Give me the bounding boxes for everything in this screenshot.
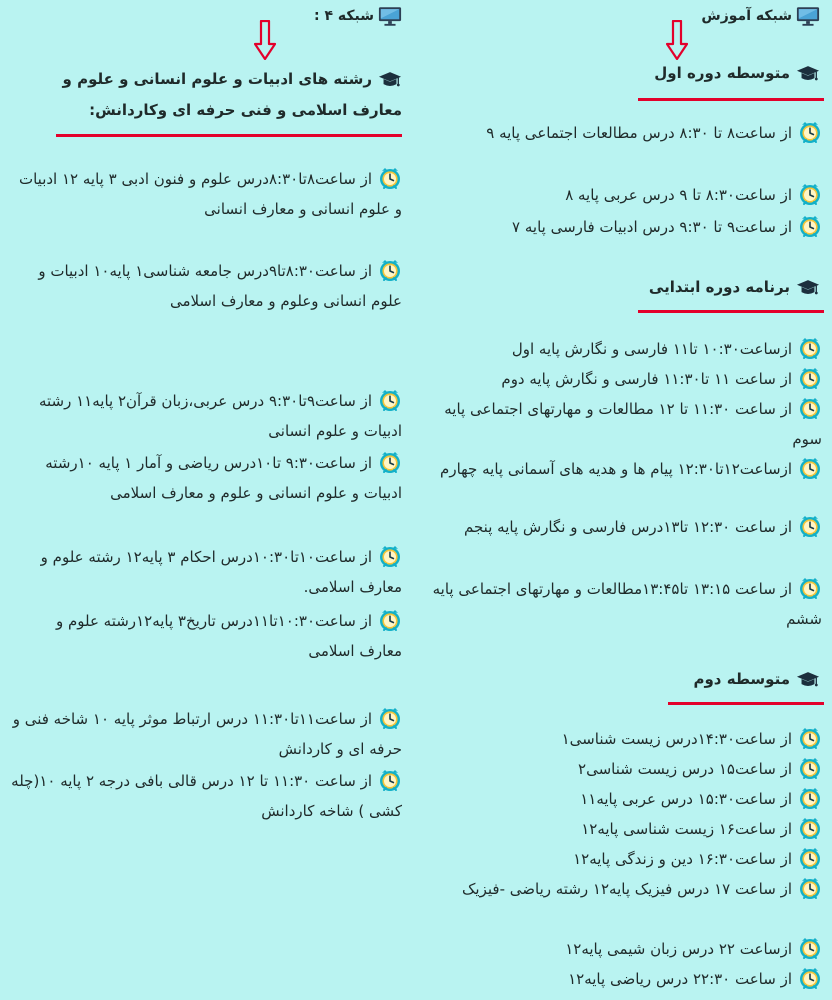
alarm-clock-icon — [798, 876, 822, 900]
list-item: از ساعت۱۴:۳۰درس زیست شناسی۱ — [418, 724, 822, 754]
list-item: از ساعت۹تا۹:۳۰ درس عربی،زبان قرآن۲ پایه۱۱ رشته ادبیات و علوم انسانی — [10, 386, 402, 446]
section-underline — [638, 310, 824, 313]
section-heading: متوسطه دوره اول — [654, 58, 820, 88]
alarm-clock-icon — [798, 456, 822, 480]
list-item: از ساعت۱۵:۳۰ درس عربی پایه۱۱ — [418, 784, 822, 814]
graduation-cap-icon — [796, 277, 820, 298]
alarm-clock-icon — [378, 388, 402, 412]
list-item: از ساعت۱۶ زیست شناسی پایه۱۲ — [418, 814, 822, 844]
list-item: از ساعت ۱۱:۳۰ تا ۱۲ درس قالی بافی درجه ۲ پایه ۱۰(چله کشی ) شاخه کاردانش — [10, 766, 402, 826]
list-item: ازساعت۱۲تا۱۲:۳۰ پیام ها و هدیه های آسمانی پایه چهارم — [418, 454, 822, 484]
list-item: از ساعت۱۱تا۱۱:۳۰ درس ارتباط موثر پایه ۱۰ شاخه فنی و حرفه ای و کاردانش — [10, 704, 402, 764]
list-item: از ساعت ۱۱:۳۰ تا ۱۲ مطالعات و مهارتهای اجتماعی پایه سوم — [418, 394, 822, 454]
alarm-clock-icon — [378, 258, 402, 282]
alarm-clock-icon — [378, 608, 402, 632]
network-title-4: شبکه ۴ : — [314, 4, 402, 28]
monitor-icon — [378, 6, 402, 27]
alarm-clock-icon — [798, 966, 822, 990]
list-item: از ساعت۱۵ درس زیست شناسی۲ — [418, 754, 822, 784]
alarm-clock-icon — [798, 576, 822, 600]
section-underline — [668, 702, 824, 705]
alarm-clock-icon — [798, 936, 822, 960]
alarm-clock-icon — [798, 846, 822, 870]
list-item: از ساعت۸تا۸:۳۰درس علوم و فنون ادبی ۳ پایه ۱۲ ادبیات و علوم انسانی و معارف انسانی — [10, 164, 402, 224]
graduation-cap-icon — [796, 63, 820, 84]
alarm-clock-icon — [378, 706, 402, 730]
down-arrow-icon — [254, 20, 276, 60]
list-item: از ساعت۹ تا ۹:۳۰ درس ادبیات فارسی پایه ۷ — [418, 212, 822, 242]
alarm-clock-icon — [798, 396, 822, 420]
alarm-clock-icon — [378, 768, 402, 792]
alarm-clock-icon — [378, 166, 402, 190]
section-underline — [56, 134, 402, 137]
list-item: از ساعت ۱۷ درس فیزیک پایه۱۲ رشته ریاضی -فیزیک — [418, 874, 822, 904]
list-item: از ساعت۸:۳۰ تا ۹ درس عربی پایه ۸ — [418, 180, 822, 210]
network-title-amoozesh: شبکه آموزش — [701, 4, 820, 28]
alarm-clock-icon — [798, 336, 822, 360]
list-item: از ساعت ۲۲:۳۰ درس ریاضی پایه۱۲ — [418, 964, 822, 994]
list-item: از ساعت۸ تا ۸:۳۰ درس مطالعات اجتماعی پایه ۹ — [418, 118, 822, 148]
list-item: از ساعت ۱۲:۳۰ تا۱۳درس فارسی و نگارش پایه پنجم — [418, 512, 822, 542]
alarm-clock-icon — [798, 786, 822, 810]
list-item: از ساعت۹:۳۰ تا۱۰درس ریاضی و آمار ۱ پایه ۱۰رشته ادبیات و علوم انسانی و علوم و معارف اسلامی — [10, 448, 402, 508]
alarm-clock-icon — [798, 214, 822, 238]
list-item: ازساعت ۲۲ درس زبان شیمی پایه۱۲ — [418, 934, 822, 964]
monitor-icon — [796, 6, 820, 27]
alarm-clock-icon — [798, 756, 822, 780]
list-item: از ساعت ۱۱ تا۱۱:۳۰ فارسی و نگارش پایه دوم — [418, 364, 822, 394]
section-heading: رشته های ادبیات و علوم انسانی و علوم و معارف اسلامی و فنی حرفه ای وکاردانش: — [62, 70, 402, 119]
down-arrow-icon — [666, 20, 688, 60]
list-item: از ساعت۱۶:۳۰ دین و زندگی پایه۱۲ — [418, 844, 822, 874]
alarm-clock-icon — [798, 366, 822, 390]
alarm-clock-icon — [798, 816, 822, 840]
section-underline — [638, 98, 824, 101]
graduation-cap-icon — [796, 669, 820, 690]
graduation-cap-icon — [378, 69, 402, 90]
list-item: از ساعت۱۰:۳۰تا۱۱درس تاریخ۳ پایه۱۲رشته علوم و معارف اسلامی — [10, 606, 402, 666]
alarm-clock-icon — [798, 182, 822, 206]
alarm-clock-icon — [378, 544, 402, 568]
alarm-clock-icon — [798, 726, 822, 750]
list-item: از ساعت ۱۳:۱۵ تا۱۳:۴۵مطالعات و مهارتهای اجتماعی پایه ششم — [418, 574, 822, 634]
section-heading: برنامه دوره ابتدایی — [649, 272, 820, 302]
alarm-clock-icon — [378, 450, 402, 474]
alarm-clock-icon — [798, 120, 822, 144]
list-item: از ساعت۸:۳۰تا۹درس جامعه شناسی۱ پایه۱۰ ادبیات و علوم انسانی وعلوم و معارف اسلامی — [10, 256, 402, 316]
alarm-clock-icon — [798, 514, 822, 538]
section-heading: متوسطه دوم — [693, 664, 820, 694]
list-item: از ساعت۱۰تا۱۰:۳۰درس احکام ۳ پایه۱۲ رشته علوم و معارف اسلامی. — [10, 542, 402, 602]
list-item: ازساعت۱۰:۳۰ تا۱۱ فارسی و نگارش پایه اول — [418, 334, 822, 364]
